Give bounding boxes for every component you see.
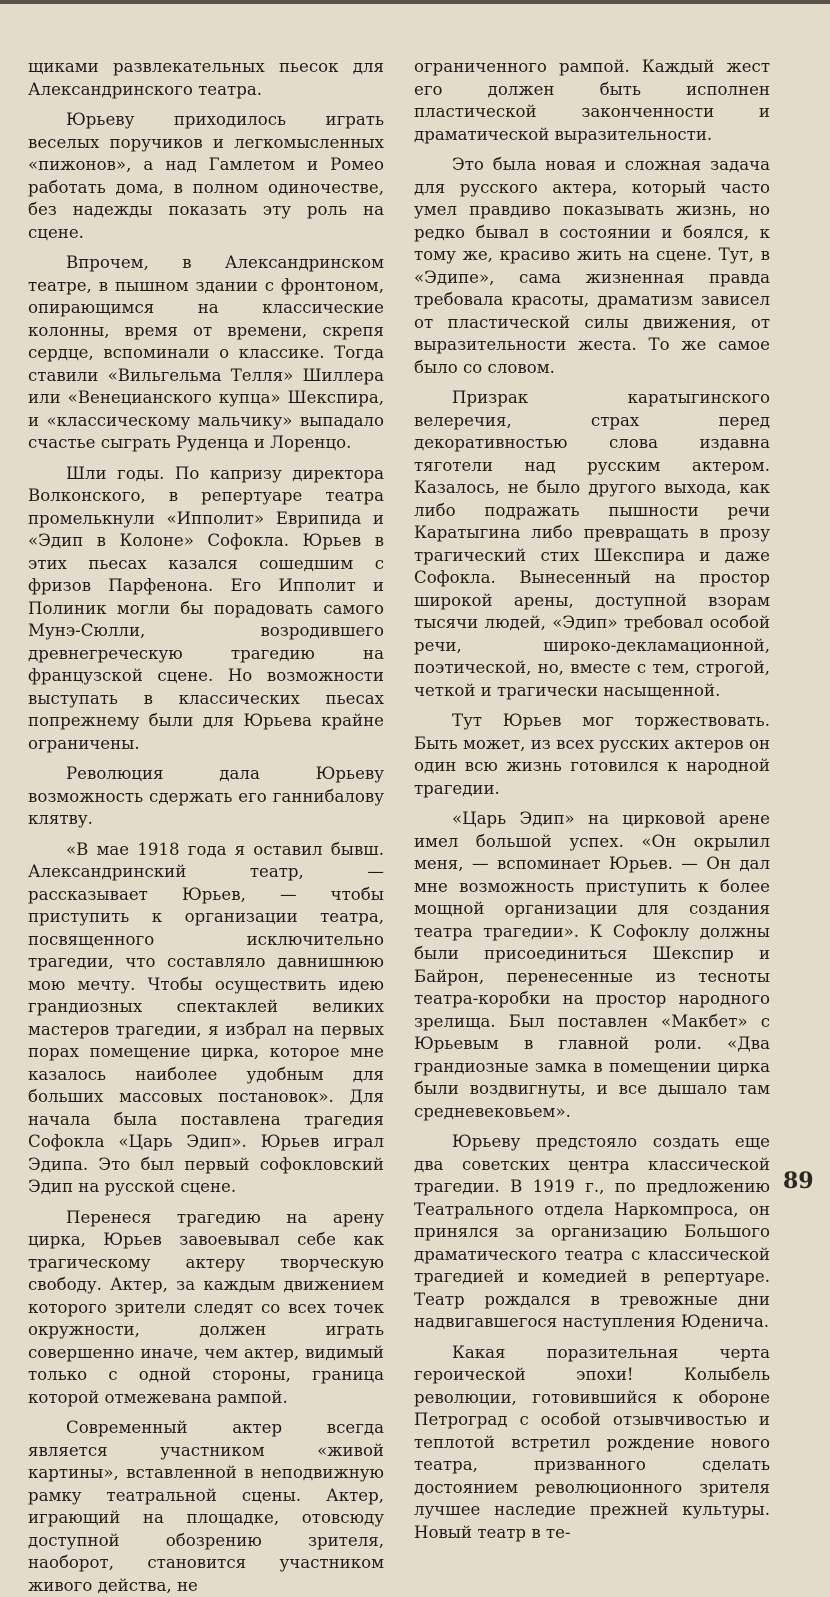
- paragraph: Революция дала Юрьеву возможность сдержать его ганнибалову клятву.: [28, 764, 384, 828]
- paragraph: щиками развлекательных пьесок для Александринского театра.: [28, 57, 384, 99]
- left-column: [28, 56, 384, 1597]
- paragraph: Современный актер всегда является участником «живой картины», вставленной в неподвижную рамку театральной сцены. Актер, играющий на площадке, отовсюду доступной обозрению зрителя, наоборот, становится участником живого действа, не: [28, 1418, 384, 1595]
- right-column: [414, 56, 770, 1544]
- paragraph: Перенеся трагедию на арену цирка, Юрьев завоевывал себе как трагическому актеру творческую свободу. Актер, за каждым движением которого зрители следят со всех точек окружности, должен играть совершенно иначе, чем актер, видимый только с одной стороны, граница которой отмежевана рампой.: [28, 1207, 384, 1407]
- paragraph: Юрьеву приходилось играть веселых поручиков и легкомысленных «пижонов», а над Гамлетом и Ромео работать дома, в полном одиночестве, без надежды показать эту роль на сцене.: [28, 110, 384, 242]
- paragraph: Это была новая и сложная задача для русского актера, который часто умел правдиво показывать жизнь, но редко бывал в состоянии и боялся, к тому же, красиво жить на сцене. Тут, в «Эдипе», сама жизненная правда требовала красоты, драматизм зависел от пластической силы движения, от выразительности жеста. То же самое было со словом.: [414, 155, 770, 377]
- paragraph: «Царь Эдип» на цирковой арене имел большой успех. «Он окрылил меня, — вспоминает Юрьев. — Он дал мне возможность приступить к более мощной организации для создания театра трагедии». К Софоклу должны были присоединиться Шекспир и Байрон, перенесенные из тесноты театра-коробки на простор народного зрелища. Был поставлен «Макбет» с Юрьевым в главной роли. «Два грандиозные замка в помещении цирка были воздвигнуты, и все дышало там средневековьем».: [414, 809, 770, 1121]
- top-edge-line: [0, 0, 830, 4]
- paragraph: Юрьеву предстояло создать еще два советских центра классической трагедии. В 1919 г., по предложению Театрального отдела Наркомпроса, он принялся за организацию Большого драматического театра с классической трагедией и комедией в репертуаре. Театр рождался в тревожные дни надвигавшегося наступления Юденича.: [414, 1132, 770, 1331]
- paragraph: «В мае 1918 года я оставил бывш. Александринский театр, — рассказывает Юрьев, — чтобы приступить к организации театра, посвященного исключительно трагедии, что составляло давнишнюю мою мечту. Чтобы осуществить идею грандиозных спектаклей великих мастеров трагедии, я избрал на первых порах помещение цирка, которое мне казалось наиболее удобным для больших массовых постановок». Для начала была поставлена трагедия Софокла «Царь Эдип». Юрьев играл Эдипа. Это был первый софокловский Эдип на русской сцене.: [28, 839, 384, 1196]
- paragraph: Шли годы. По капризу директора Волконского, в репертуаре театра промелькнули «Ипполит» Еврипида и «Эдип в Колоне» Софокла. Юрьев в этих пьесах казался сошедшим с фризов Парфенона. Его Ипполит и Полиник могли бы порадовать самого Мунэ-Сюлли, возродившего древнегреческую трагедию на французской сцене. Но возможности выступать в классических пьесах попрежнему были для Юрьева крайне ограничены.: [28, 463, 384, 753]
- paragraph: Впрочем, в Александринском театре, в пышном здании с фронтоном, опирающимся на классические колонны, время от времени, скрепя сердце, вспоминали о классике. Тогда ставили «Вильгельма Телля» Шиллера или «Венецианского купца» Шекспира, и «классическому мальчику» выпадало счастье сыграть Руденца и Лоренцо.: [28, 253, 384, 452]
- paragraph: Призрак каратыгинского велеречия, страх перед декоративностью слова издавна тяготели над русским актером. Казалось, не было другого выхода, как либо подражать пышности речи Каратыгина либо превращать в прозу трагический стих Шекспира и даже Софокла. Вынесенный на простор широкой арены, доступной взорам тысячи людей, «Эдип» требовал особой речи, широко-декламационной, поэтической, но, вместе с тем, строгой, четкой и трагически насыщенной.: [414, 388, 770, 700]
- page-number: 89: [783, 1168, 814, 1194]
- paragraph: Какая поразительная черта героической эпохи! Колыбель революции, готовившийся к обороне Петроград с особой отзывчивостью и теплотой встретил рождение нового театра, призванного сделать достоянием революционного зрителя лучшее наследие прежней культуры. Новый театр в те-: [414, 1342, 770, 1542]
- paragraph: ограниченного рампой. Каждый жест его должен быть исполнен пластической законченности и драматической выразительности.: [414, 57, 770, 144]
- paragraph: Тут Юрьев мог торжествовать. Быть может, из всех русских актеров он один всю жизнь готовился к народной трагедии.: [414, 711, 770, 798]
